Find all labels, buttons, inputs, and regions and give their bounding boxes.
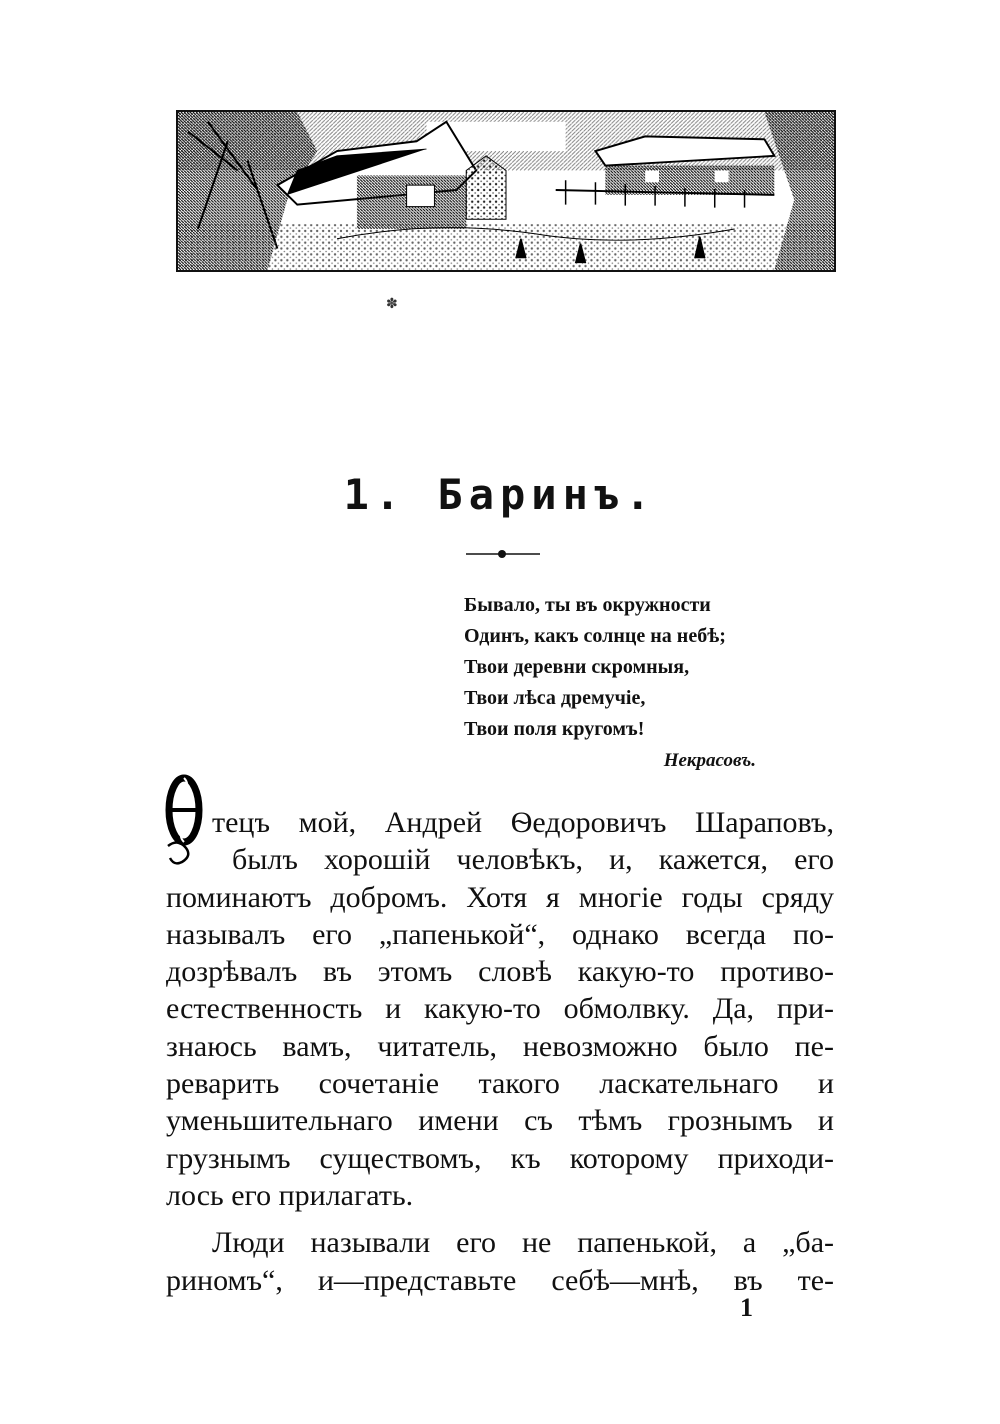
ink-speck: ✽ [386, 297, 398, 312]
epigraph-author: Некрасовъ. [663, 750, 756, 771]
paragraph [166, 804, 834, 1214]
text-line: лось его прилагать. [166, 1178, 414, 1212]
body-text [166, 804, 834, 1299]
epigraph-line: Твои поля кругомъ! [464, 718, 645, 740]
epigraph [464, 590, 824, 776]
text-line: называлъ его „папенькой“, однако всегда по- [166, 917, 834, 951]
page-number: 1 [740, 1293, 753, 1322]
text-line: былъ хорошій человѣкъ, и, кажется, его [232, 843, 834, 877]
chapter-title: 1. Баринъ. [343, 470, 657, 519]
text-line: реварить сочетаніе такого ласкательнаго и [166, 1067, 834, 1101]
headpiece-engraving [176, 110, 836, 272]
divider-ornament [466, 548, 540, 560]
text-line: поминаютъ добромъ. Хотя я многіе годы сряду [166, 880, 834, 914]
epigraph-line: Твои лѣса дремучіе, [464, 687, 646, 709]
text-line: грузнымъ существомъ, къ которому приходи- [166, 1141, 834, 1175]
text-line: тецъ мой, Андрей Ѳедоровичъ Шараповъ, [212, 806, 834, 839]
text-line: естественность и какую-то обмолвку. Да, при- [166, 992, 834, 1026]
epigraph-line: Бывало, ты въ окружности [464, 594, 711, 616]
epigraph-line: Твои деревни скромныя, [464, 656, 690, 678]
epigraph-line: Одинъ, какъ солнце на небѣ; [464, 625, 726, 647]
text-line: знаюсь вамъ, читатель, невозможно было пе- [166, 1029, 834, 1063]
text-line: уменьшительнаго имени съ тѣмъ грознымъ и [166, 1104, 834, 1138]
paragraph [166, 1224, 834, 1299]
winter-village-illustration [178, 112, 834, 270]
text-line: дозрѣвалъ въ этомъ словѣ какую-то противо- [166, 955, 834, 989]
text-line: Люди называли его не папенькой, а „ба- [212, 1226, 834, 1260]
text-line: риномъ“, и—представьте себѣ—мнѣ, въ те- [166, 1263, 834, 1297]
